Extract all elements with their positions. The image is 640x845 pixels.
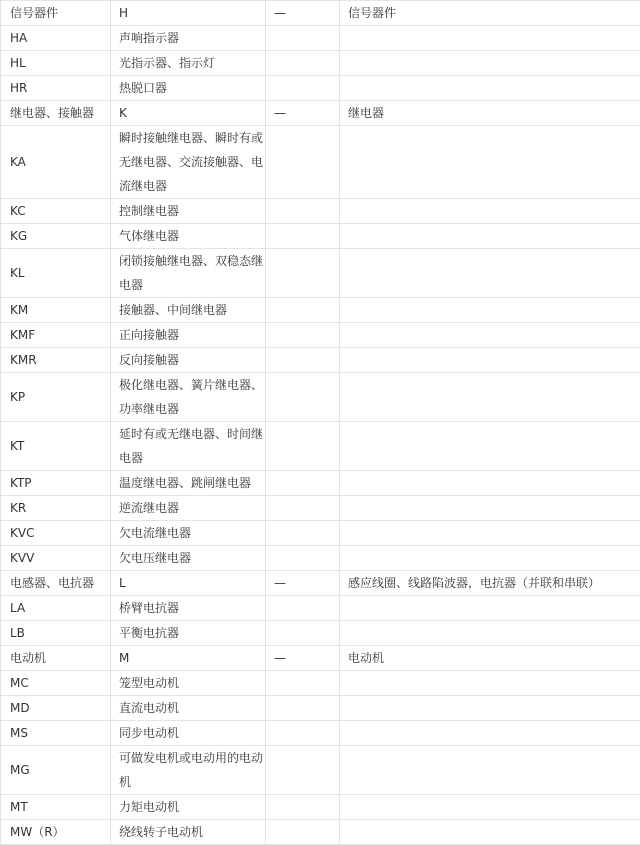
cell-dash: [266, 820, 340, 845]
cell-dash: [266, 621, 340, 646]
cell-name: MS: [1, 721, 111, 746]
cell-name: LB: [1, 621, 111, 646]
cell-desc: [340, 373, 640, 422]
cell-dash: [266, 224, 340, 249]
table-row: [1, 26, 640, 51]
table-row: [1, 820, 640, 845]
cell-code: 气体继电器: [111, 224, 266, 249]
cell-dash: [266, 422, 340, 471]
table-row: [1, 348, 640, 373]
cell-name: KG: [1, 224, 111, 249]
cell-name: KVC: [1, 521, 111, 546]
cell-name: MW（R）: [1, 820, 111, 845]
cell-desc: [340, 696, 640, 721]
cell-dash: [266, 746, 340, 795]
cell-code: H: [111, 1, 266, 26]
cell-name: 电动机: [1, 646, 111, 671]
table-row: [1, 671, 640, 696]
cell-desc: [340, 249, 640, 298]
cell-code: 接触器、中间继电器: [111, 298, 266, 323]
cell-code: 欠电压继电器: [111, 546, 266, 571]
table-row: [1, 696, 640, 721]
cell-desc: 电动机: [340, 646, 640, 671]
cell-name: KR: [1, 496, 111, 521]
cell-desc: [340, 199, 640, 224]
cell-dash: —: [266, 571, 340, 596]
table-row: [1, 101, 640, 126]
cell-desc: [340, 348, 640, 373]
cell-dash: [266, 51, 340, 76]
cell-code: 声响指示器: [111, 26, 266, 51]
table-row: [1, 199, 640, 224]
table-row: [1, 51, 640, 76]
cell-code: 热脱口器: [111, 76, 266, 101]
table-row: [1, 373, 640, 422]
cell-dash: [266, 671, 340, 696]
cell-code: 笼型电动机: [111, 671, 266, 696]
cell-desc: [340, 126, 640, 199]
cell-name: KM: [1, 298, 111, 323]
cell-desc: [340, 521, 640, 546]
cell-code: 控制继电器: [111, 199, 266, 224]
table-row: [1, 521, 640, 546]
table-row: [1, 795, 640, 820]
cell-code: 逆流继电器: [111, 496, 266, 521]
table-row: [1, 323, 640, 348]
cell-dash: —: [266, 101, 340, 126]
cell-name: KTP: [1, 471, 111, 496]
cell-desc: [340, 596, 640, 621]
cell-desc: [340, 298, 640, 323]
cell-name: HL: [1, 51, 111, 76]
cell-desc: [340, 471, 640, 496]
cell-desc: [340, 323, 640, 348]
table-row: [1, 721, 640, 746]
cell-name: KL: [1, 249, 111, 298]
cell-name: LA: [1, 596, 111, 621]
cell-code: 同步电动机: [111, 721, 266, 746]
cell-dash: [266, 795, 340, 820]
cell-desc: 继电器: [340, 101, 640, 126]
cell-code: 极化继电器、簧片继电器、功率继电器: [111, 373, 266, 422]
table-row: [1, 422, 640, 471]
table-row: [1, 571, 640, 596]
cell-dash: [266, 521, 340, 546]
cell-dash: [266, 323, 340, 348]
cell-code: K: [111, 101, 266, 126]
table-row: [1, 546, 640, 571]
cell-dash: [266, 696, 340, 721]
cell-desc: [340, 422, 640, 471]
cell-dash: [266, 546, 340, 571]
cell-desc: [340, 820, 640, 845]
cell-name: KC: [1, 199, 111, 224]
cell-name: KVV: [1, 546, 111, 571]
cell-desc: [340, 26, 640, 51]
table-row: [1, 76, 640, 101]
cell-desc: [340, 671, 640, 696]
cell-name: 电感器、电抗器: [1, 571, 111, 596]
cell-code: 瞬时接触继电器、瞬时有或无继电器、交流接触器、电流继电器: [111, 126, 266, 199]
table-row: [1, 126, 640, 199]
cell-code: 直流电动机: [111, 696, 266, 721]
table-row: [1, 746, 640, 795]
table-row: [1, 224, 640, 249]
cell-dash: [266, 249, 340, 298]
cell-name: 信号器件: [1, 1, 111, 26]
cell-dash: —: [266, 1, 340, 26]
cell-dash: [266, 26, 340, 51]
cell-name: MT: [1, 795, 111, 820]
cell-code: L: [111, 571, 266, 596]
cell-name: KA: [1, 126, 111, 199]
cell-name: KT: [1, 422, 111, 471]
cell-desc: [340, 76, 640, 101]
cell-desc: [340, 224, 640, 249]
cell-desc: [340, 721, 640, 746]
table-row: [1, 646, 640, 671]
cell-name: KMR: [1, 348, 111, 373]
cell-desc: [340, 621, 640, 646]
cell-dash: [266, 373, 340, 422]
cell-name: HR: [1, 76, 111, 101]
cell-code: 光指示器、指示灯: [111, 51, 266, 76]
cell-dash: [266, 721, 340, 746]
cell-desc: [340, 496, 640, 521]
table-row: [1, 471, 640, 496]
cell-desc: 信号器件: [340, 1, 640, 26]
cell-name: MD: [1, 696, 111, 721]
cell-dash: [266, 126, 340, 199]
table-row: [1, 596, 640, 621]
table-row: [1, 496, 640, 521]
cell-desc: [340, 546, 640, 571]
cell-name: HA: [1, 26, 111, 51]
cell-code: M: [111, 646, 266, 671]
cell-code: 力矩电动机: [111, 795, 266, 820]
table-row: [1, 249, 640, 298]
cell-dash: [266, 76, 340, 101]
cell-desc: [340, 795, 640, 820]
cell-code: 桥臂电抗器: [111, 596, 266, 621]
cell-code: 温度继电器、跳闸继电器: [111, 471, 266, 496]
cell-dash: [266, 471, 340, 496]
cell-desc: [340, 746, 640, 795]
cell-code: 延时有或无继电器、时间继电器: [111, 422, 266, 471]
cell-code: 绕线转子电动机: [111, 820, 266, 845]
table-row: [1, 1, 640, 26]
cell-name: KP: [1, 373, 111, 422]
cell-code: 闭锁接触继电器、双稳态继电器: [111, 249, 266, 298]
cell-code: 正向接触器: [111, 323, 266, 348]
cell-name: MG: [1, 746, 111, 795]
cell-dash: [266, 496, 340, 521]
cell-code: 欠电流继电器: [111, 521, 266, 546]
cell-dash: [266, 298, 340, 323]
cell-name: MC: [1, 671, 111, 696]
cell-name: 继电器、接触器: [1, 101, 111, 126]
cell-dash: [266, 348, 340, 373]
cell-code: 反向接触器: [111, 348, 266, 373]
cell-code: 平衡电抗器: [111, 621, 266, 646]
cell-name: KMF: [1, 323, 111, 348]
cell-dash: —: [266, 646, 340, 671]
cell-dash: [266, 596, 340, 621]
cell-dash: [266, 199, 340, 224]
cell-desc: 感应线圈、线路陷波器，电抗器（并联和串联）: [340, 571, 640, 596]
cell-code: 可做发电机或电动用的电动机: [111, 746, 266, 795]
cell-desc: [340, 51, 640, 76]
table-row: [1, 621, 640, 646]
table-row: [1, 298, 640, 323]
